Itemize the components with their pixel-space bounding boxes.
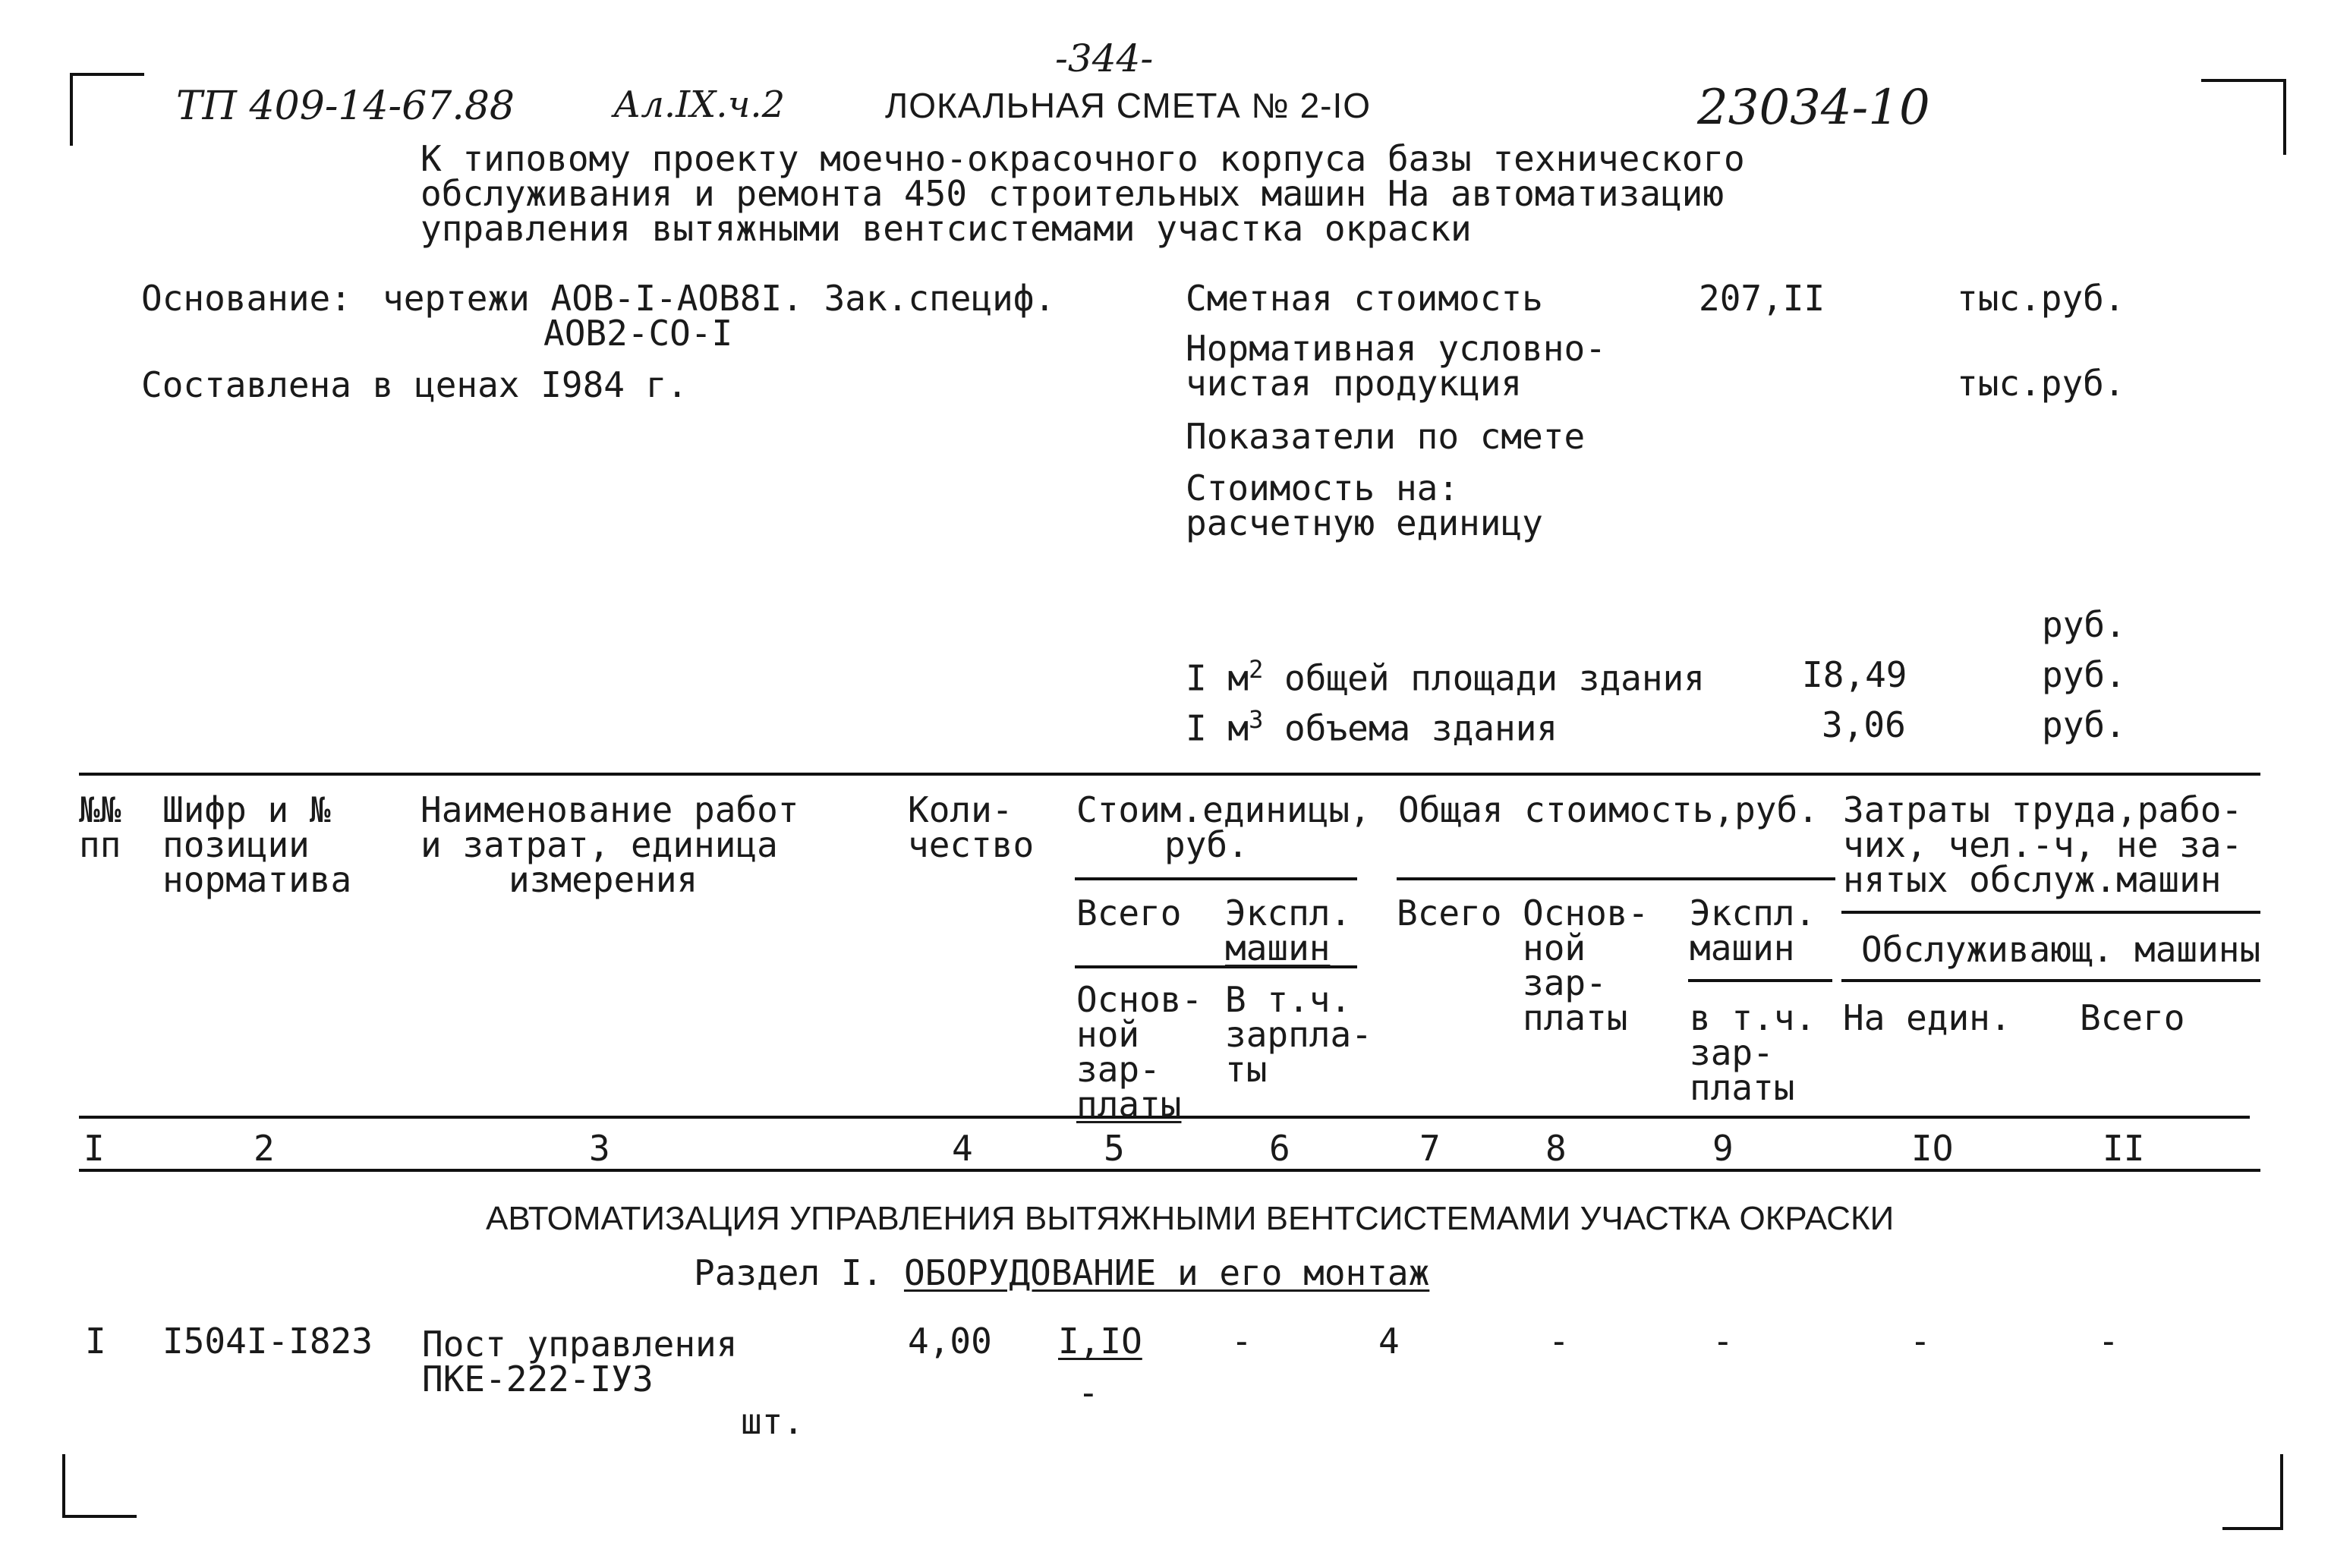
cost-per-label-1: Стоимость на: xyxy=(1186,468,1460,508)
header-uc-total: Всего xyxy=(1076,893,1182,934)
frame-corner-top-left xyxy=(70,73,144,146)
document-title: ЛОКАЛЬНАЯ СМЕТА № 2-IO xyxy=(885,86,1372,125)
column-numbers-rule xyxy=(79,1169,2260,1172)
row-1-code: I504I-I823 xyxy=(162,1321,373,1362)
cost-label: Сметная стоимость xyxy=(1186,278,1543,319)
row-1-unit: шт. xyxy=(741,1401,805,1442)
column-number: 5 xyxy=(1104,1128,1125,1169)
section-title: АВТОМАТИЗАЦИЯ УПРАВЛЕНИЯ ВЫТЯЖНЫМИ ВЕНТСИСТЕМАМИ УЧАСТКА ОКРАСКИ xyxy=(486,1200,1895,1237)
tc-mach-sub-rule xyxy=(1688,979,1832,982)
column-number: IO xyxy=(1911,1128,1954,1169)
header-uc-incl-wage: В т.ч. зарпла- ты xyxy=(1225,979,1372,1090)
rub-unit: руб. xyxy=(2042,604,2126,645)
basis-label: Основание: xyxy=(141,278,351,319)
header-unit-cost: Стоим.единицы, руб. xyxy=(1076,789,1371,865)
area-indicator-value: I8,49 xyxy=(1802,654,1907,695)
frame-corner-bottom-left xyxy=(62,1454,137,1518)
subtitle-line: К типовому проекту моечно-окрасочного корпуса базы технического xyxy=(421,138,1745,179)
column-number: 4 xyxy=(952,1128,973,1169)
column-number: 3 xyxy=(589,1128,610,1169)
indicators-label: Показатели по смете xyxy=(1186,416,1586,457)
header-col-code: Шифр и № позиции норматива xyxy=(162,789,352,900)
volume-indicator-label: I $м^3$ объема здания xyxy=(1186,705,1558,749)
prices-note: Составлена в ценах I984 г. xyxy=(141,364,688,405)
column-number: I xyxy=(83,1128,105,1169)
row-1-labor-per-unit: - xyxy=(1910,1321,1931,1362)
header-col-number: №№ пп xyxy=(79,789,121,865)
row-1-name-line-2: ПКЕ-222-IУЗ xyxy=(422,1359,654,1400)
row-1-total-base-wage: - xyxy=(1548,1321,1570,1362)
section-subtitle-name: ОБОРУДОВАНИЕ и его монтаж xyxy=(903,1252,1430,1293)
column-number: 6 xyxy=(1269,1128,1290,1169)
header-total-cost: Общая стоимость,руб. xyxy=(1398,789,1819,830)
header-col-name: Наименование работ и затрат, единица измерения xyxy=(421,789,799,900)
subtitle xyxy=(421,138,1745,249)
column-number: 9 xyxy=(1712,1128,1734,1169)
archive-number: 23034-10 xyxy=(1697,80,1930,136)
column-number: 7 xyxy=(1419,1128,1441,1169)
volume-superscript: 3 xyxy=(1249,705,1264,734)
normative-unit: тыс.руб. xyxy=(1957,363,2125,404)
row-1-total: 4 xyxy=(1378,1321,1400,1362)
section-subtitle: Раздел I. ОБОРУДОВАНИЕ и его монтаж xyxy=(694,1252,1430,1293)
header-labor: Затраты труда,рабо- чих, чел.-ч, не за- нятых обслуж.машин xyxy=(1843,789,2243,900)
row-1-num: I xyxy=(85,1321,106,1362)
normative-label-1: Нормативная условно- xyxy=(1186,328,1606,369)
frame-corner-top-right xyxy=(2201,79,2286,155)
column-number: 8 xyxy=(1545,1128,1567,1169)
volume-indicator-unit: руб. xyxy=(2042,704,2126,745)
frame-corner-bottom-right xyxy=(2222,1454,2283,1530)
header-serv-machines: Обслуживающ. машины xyxy=(1861,929,2261,970)
row-1-unit-base-wage: - xyxy=(1078,1372,1099,1413)
basis-line-2: АОВ2-СО-I xyxy=(543,313,733,354)
area-superscript: 2 xyxy=(1249,655,1264,684)
row-1-unit-cost: I,IO xyxy=(1058,1321,1142,1362)
cost-value: 207,II xyxy=(1699,278,1825,319)
header-tc-total: Всего xyxy=(1397,893,1502,934)
handwritten-album: Ал.IX.ч.2 xyxy=(613,83,786,126)
cost-unit: тыс.руб. xyxy=(1957,278,2125,319)
header-uc-base-wage: Основ- ной зар- платы xyxy=(1076,979,1203,1125)
row-1-qty: 4,00 xyxy=(908,1321,992,1362)
subtitle-line: обслуживания и ремонта 450 строительных машин На автоматизацию xyxy=(421,173,1725,214)
cost-per-label-2: расчетную единицу xyxy=(1186,502,1543,543)
table-top-rule xyxy=(79,773,2260,776)
header-col-quantity: Коли- чество xyxy=(908,789,1035,865)
header-serv-per-unit: На един. xyxy=(1843,997,2011,1038)
header-tc-base-wage: Основ- ной зар- платы xyxy=(1523,893,1649,1038)
row-1-unit-machines: - xyxy=(1231,1321,1252,1362)
row-1-total-machines: - xyxy=(1712,1321,1734,1362)
row-1-name-line-1: Пост управления xyxy=(422,1324,738,1365)
header-tc-incl-wage: в т.ч. зар- платы xyxy=(1690,997,1816,1108)
header-uc-machines: Экспл. машин xyxy=(1225,893,1352,968)
row-1-labor-total: - xyxy=(2098,1321,2119,1362)
total-cost-rule xyxy=(1397,877,1835,880)
page-number: -344- xyxy=(1055,36,1154,80)
normative-label-2: чистая продукция xyxy=(1186,363,1523,404)
area-indicator-label: I $м^2$ общей площади здания xyxy=(1186,655,1705,699)
handwritten-doc-code: ТП 409-14-67.88 xyxy=(176,83,515,129)
labor-rule xyxy=(1841,911,2260,914)
unit-cost-rule xyxy=(1075,877,1357,880)
column-number: II xyxy=(2103,1128,2145,1169)
area-indicator-unit: руб. xyxy=(2042,654,2126,695)
column-number: 2 xyxy=(254,1128,275,1169)
header-tc-machines: Экспл. машин xyxy=(1690,893,1816,968)
subtitle-line: управления вытяжными вентсистемами участка окраски xyxy=(421,208,1472,249)
volume-indicator-value: 3,06 xyxy=(1822,704,1906,745)
basis-line-1: чертежи АОВ-I-АОВ8I. Зак.специф. xyxy=(383,278,1056,319)
header-serv-total: Всего xyxy=(2080,997,2185,1038)
labor-sub-rule xyxy=(1841,979,2260,982)
